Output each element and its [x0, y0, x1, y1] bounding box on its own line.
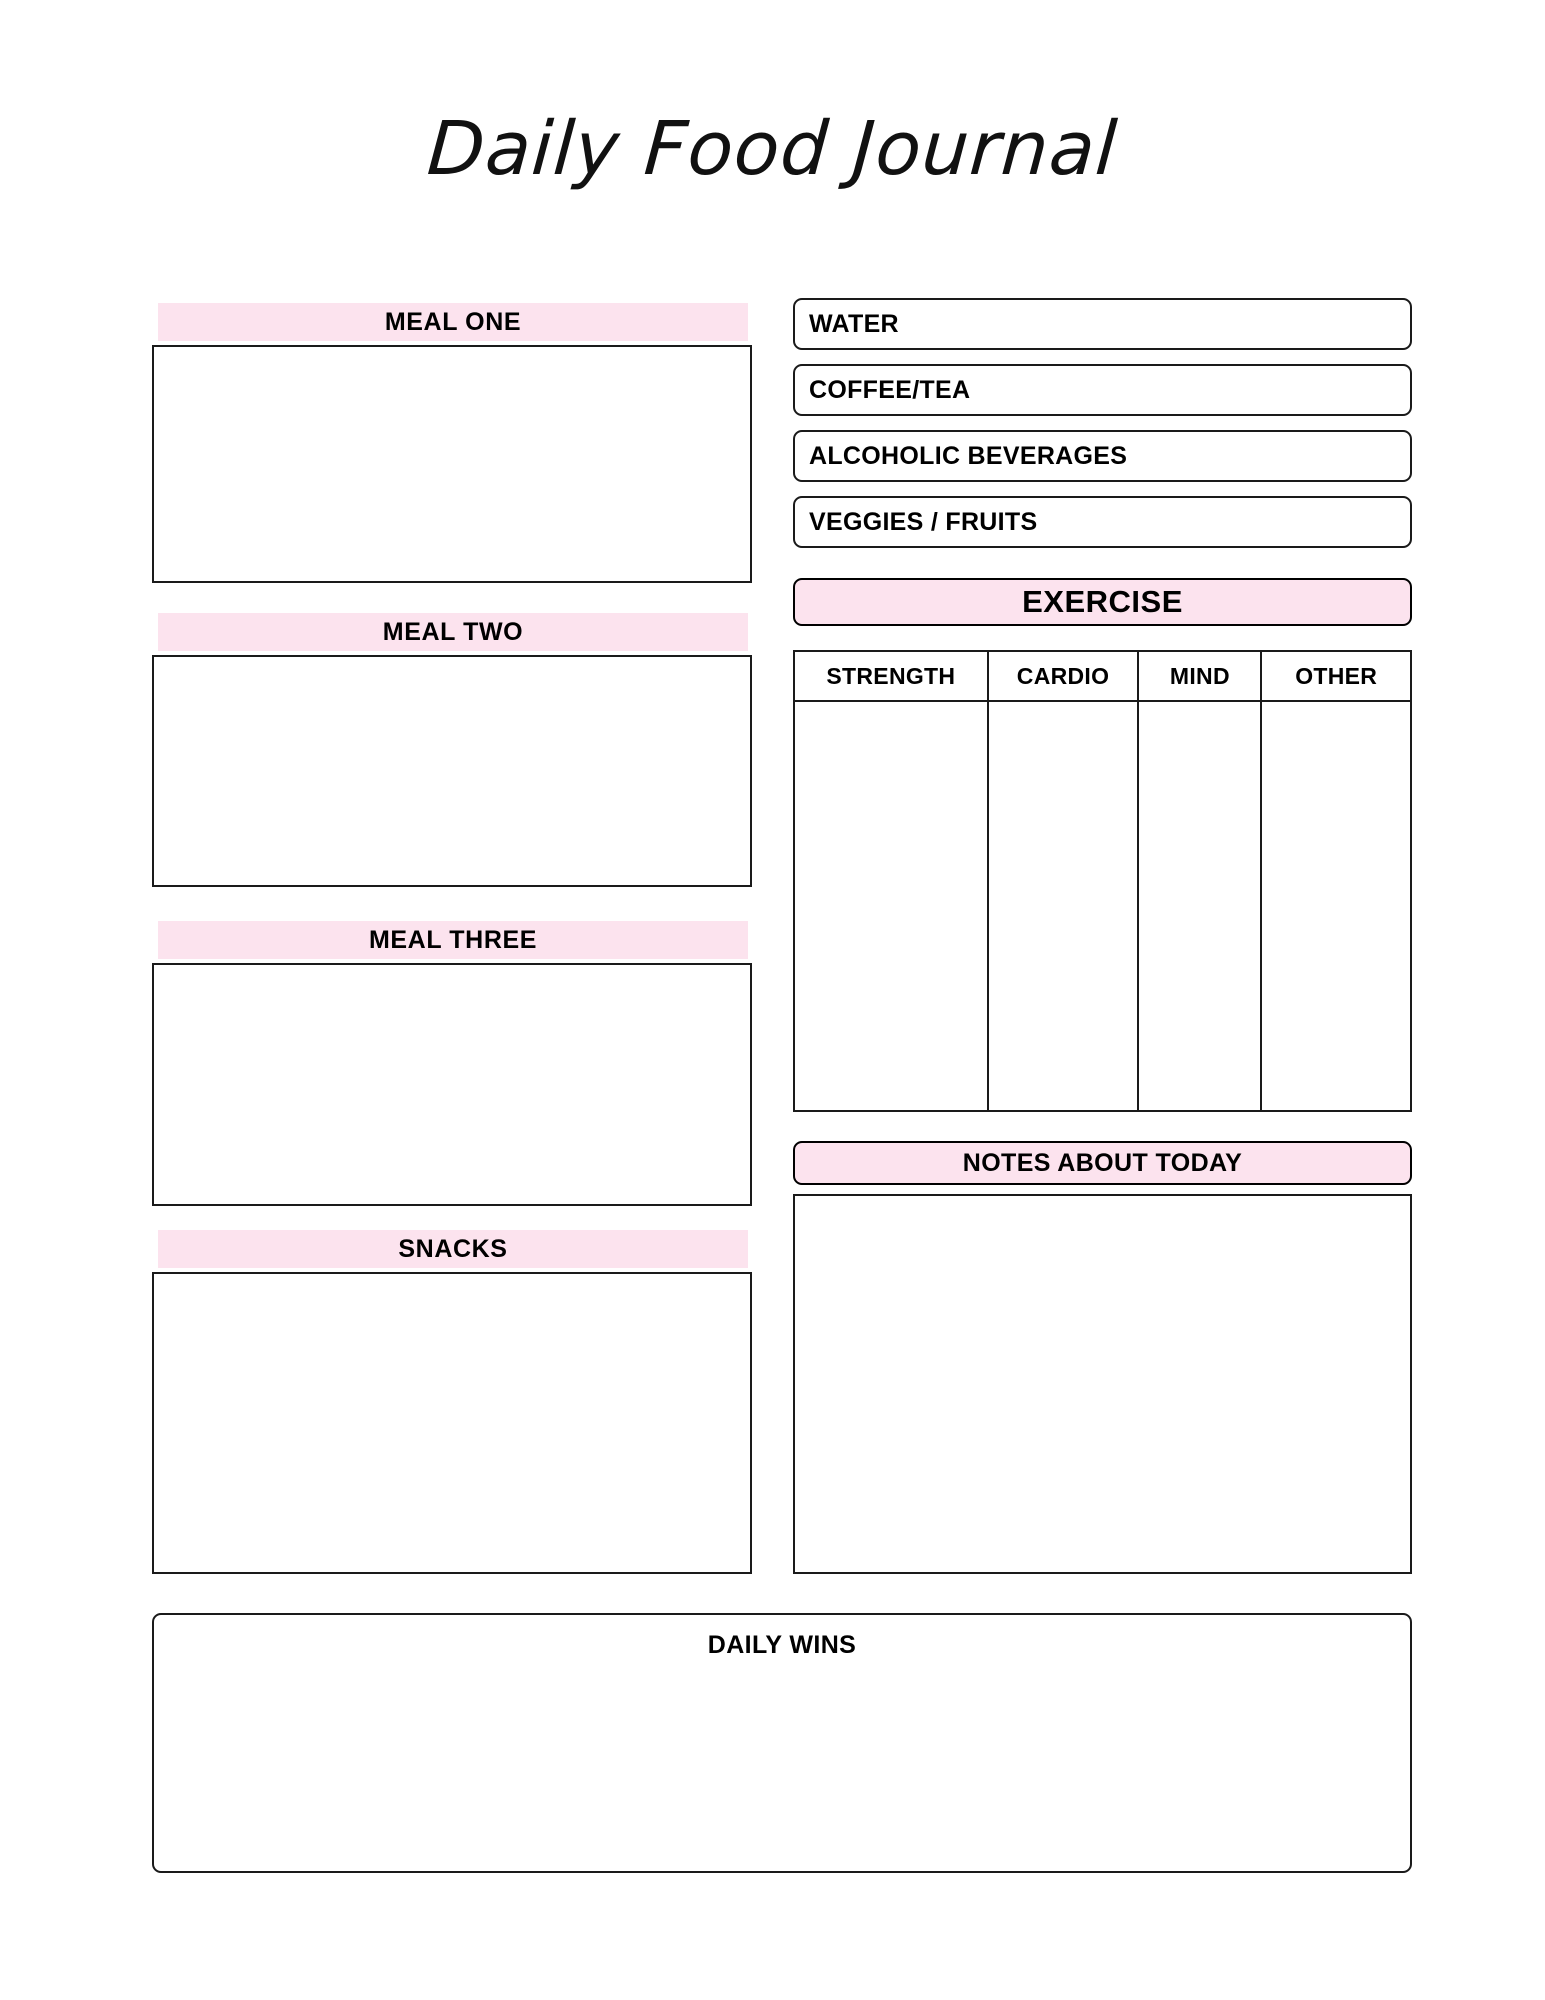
- notes-header-label: NOTES ABOUT TODAY: [962, 1148, 1243, 1177]
- exercise-column-header-cardio: CARDIO: [989, 652, 1140, 700]
- exercise-column-header-mind: MIND: [1139, 652, 1262, 700]
- meal-two-input[interactable]: [152, 655, 752, 887]
- daily-wins-input[interactable]: [152, 1613, 1412, 1873]
- exercise-column-header-strength: STRENGTH: [795, 652, 989, 700]
- exercise-cell-mind[interactable]: [1139, 702, 1262, 1110]
- exercise-table-body: [795, 702, 1410, 1110]
- page-title: Daily Food Journal: [424, 106, 1121, 192]
- tracker-row-water[interactable]: [793, 298, 1412, 350]
- meal-one-header: [158, 303, 748, 341]
- snacks-input[interactable]: [152, 1272, 752, 1574]
- tracker-row-veggies-fruits[interactable]: [793, 496, 1412, 548]
- tracker-row-coffee-tea[interactable]: [793, 364, 1412, 416]
- tracker-row-alcoholic-beverages[interactable]: [793, 430, 1412, 482]
- meal-two-label: MEAL TWO: [382, 617, 524, 646]
- snacks-label: SNACKS: [398, 1234, 508, 1263]
- exercise-header: [793, 578, 1412, 626]
- meal-three-label: MEAL THREE: [368, 925, 538, 954]
- exercise-table: [793, 650, 1412, 1112]
- notes-input[interactable]: [793, 1194, 1412, 1574]
- meal-three-input[interactable]: [152, 963, 752, 1206]
- daily-wins-label: DAILY WINS: [707, 1631, 857, 1659]
- exercise-column-header-other: OTHER: [1295, 662, 1378, 689]
- meal-one-input[interactable]: [152, 345, 752, 583]
- meal-two-header: [158, 613, 748, 651]
- notes-header: [793, 1141, 1412, 1185]
- exercise-cell-strength[interactable]: [795, 702, 989, 1110]
- exercise-header-label: EXERCISE: [1022, 584, 1183, 619]
- exercise-table-header-row: [795, 652, 1410, 702]
- tracker-label-coffee-tea: COFFEE/TEA: [809, 375, 971, 404]
- exercise-cell-cardio[interactable]: [989, 702, 1140, 1110]
- meal-three-header: [158, 921, 748, 959]
- exercise-cell-other[interactable]: [1262, 702, 1410, 1110]
- meal-one-label: MEAL ONE: [384, 307, 522, 336]
- tracker-label-water: WATER: [809, 309, 899, 338]
- snacks-header: [158, 1230, 748, 1268]
- tracker-label-veggies-fruits: VEGGIES / FRUITS: [809, 507, 1038, 536]
- tracker-label-alcoholic-beverages: ALCOHOLIC BEVERAGES: [809, 441, 1128, 470]
